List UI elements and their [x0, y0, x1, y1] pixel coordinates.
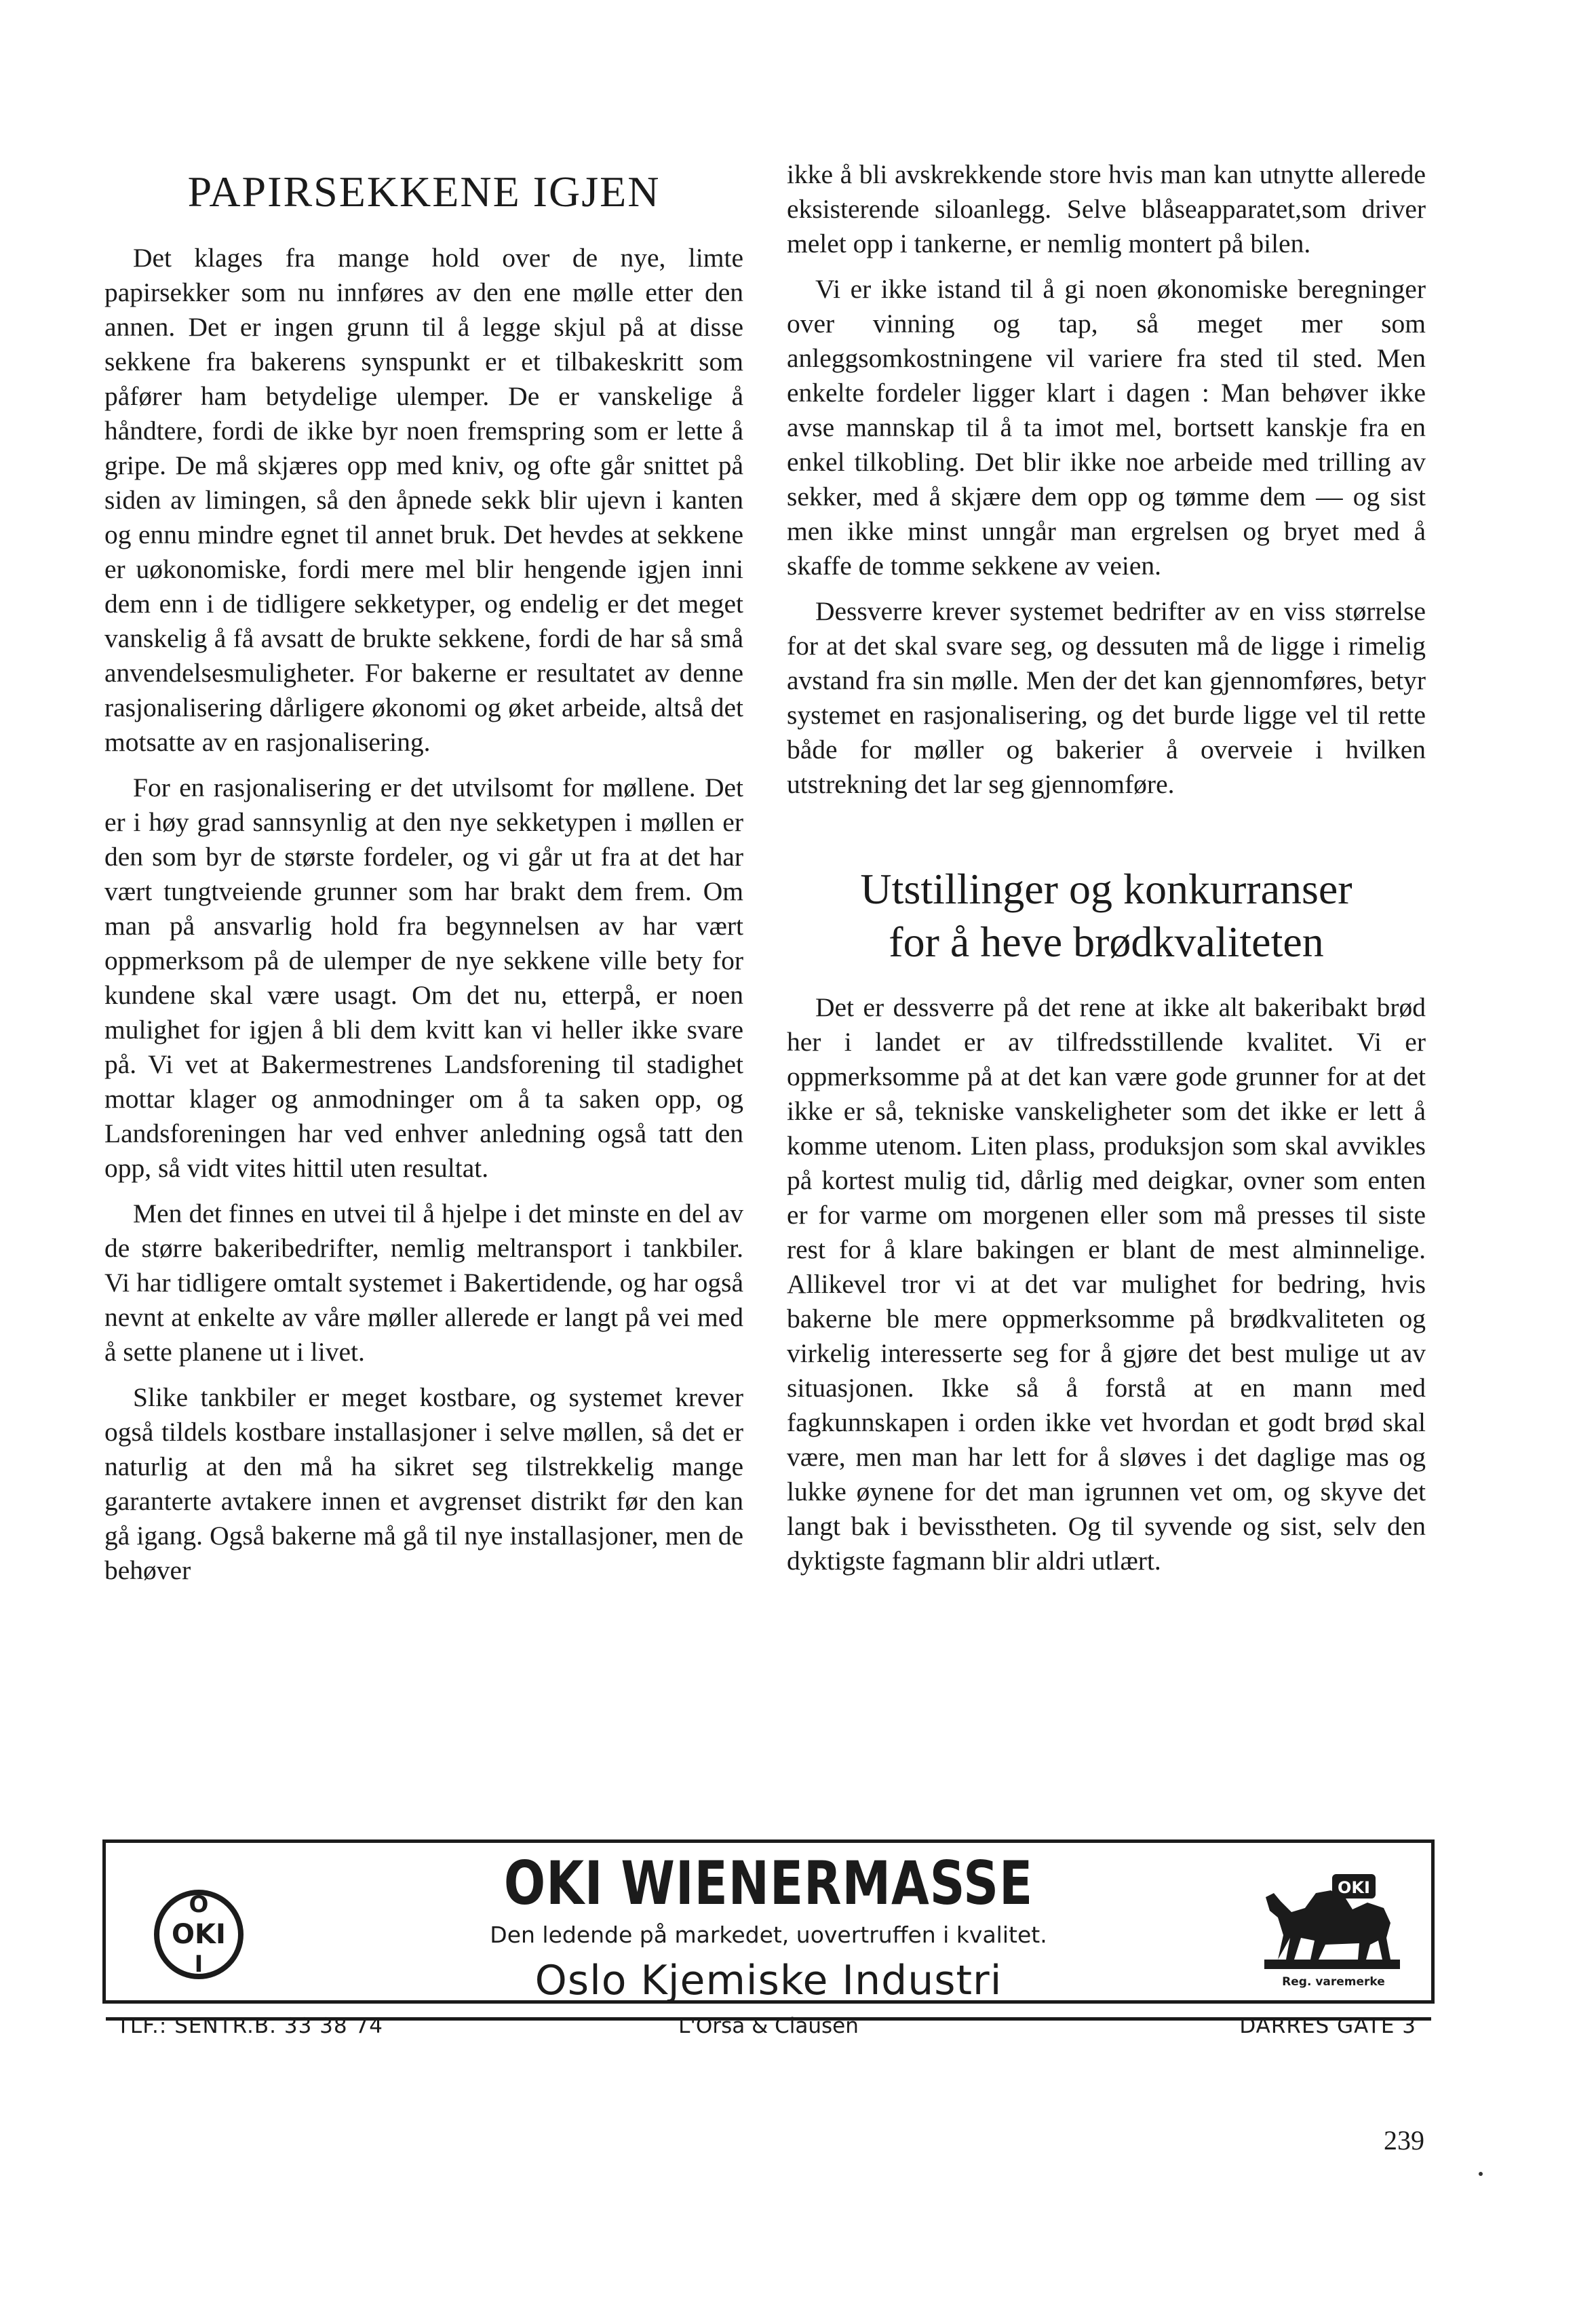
advertisement [102, 1839, 1435, 2038]
article-paragraph-continued: ikke å bli avskrekkende store hvis man kan utnytte allerede eksisterende siloanlegg. Selve blåseapparatet,som driver melet opp i tankerne, er nemlig montert på bilen. [787, 159, 1426, 258]
article-title: PAPIRSEKKENE IGJEN [187, 168, 661, 216]
article2-title-line1: Utstillinger og konkurranser [860, 865, 1352, 913]
registered-trademark-label: Reg. varemerke [1282, 1975, 1385, 1989]
ad-tagline: Den ledende på markedet, uovertruffen i kvalitet. [490, 1922, 1047, 1948]
article-paragraph: Vi er ikke istand til å gi noen økonomiske beregninger over vinning og tap, så meget mer som anleggsomkostningene vil variere fra sted til sted. Men enkelte fordeler ligger klart i dagen : Man behøver ikke avse mannskap til å ta imot mel, bortsett kanskje fra en enkel tilkobling. Det blir ikke noe arbeide med trilling av sekker, med å skjære dem opp og tømme dem — og sist men ikke minst unngår man ergrelsen og bryet med å skaffe de tomme sekkene av veien. [787, 274, 1426, 581]
logo-letter-bottom: I [194, 1951, 203, 1978]
article-paragraph: For en rasjonalisering er det utvilsomt for møllene. Det er i høy grad sannsynlig at den nye sekketypen i møllen er den som byr de største fordeler, og vi går ut fra at det har vært tungtveiende grunner som har brakt dem frem. Om man på ansvarlig hold fra begynnelsen av har vært oppmerksom på de ulemper de nye sekkene ville bety for kundene skal være usagt. Om det nu, etterpå, er noen mulighet for igjen å bli dem kvitt kan vi heller ikke svare på. Vi vet at Bakermestrenes Landsforening til stadighet mottar klager og anmodninger om å ta saken opp, og Landsforeningen har ved enhver anledning også tatt den opp, så vidt vites hittil uten resultat. [104, 773, 743, 1183]
article-paragraph: Det klages fra mange hold over de nye, limte papirsekker som nu innføres av den ene mølle etter den annen. Det er ingen grunn til å legge skjul på at disse sekkene fra bakerens synspunkt er et tilbakeskritt som påfører ham betydelige ulemper. De er vanskelige å håndtere, fordi de ikke byr noen fremspring som er lette å gripe. De må skjæres opp med kniv, og ofte går snittet på siden av limingen, så den åpnede sekk blir ujevn i kanten og ennu mindre egnet til annet bruk. Det hevdes at sekkene er uøkonomiske, fordi mere mel blir hengende igjen inni dem enn i de tidligere sekketyper, og endelig er det meget vanskelig å få avsatt de brukte sekkene, fordi de har så små anvendelsesmuligheter. For bakerne er resultatet av denne rasjonalisering dårligere økonomi og øket arbeide, altså det motsatte av en rasjonalisering. [104, 243, 743, 757]
ad-phone: TLF.: SENTR.B. 33 38 74 [117, 2014, 383, 2038]
logo-letter-top: O [189, 1891, 209, 1918]
article2-title-line2: for å heve brødkvaliteten [889, 918, 1324, 966]
right-column [787, 157, 1426, 1589]
article2-paragraph: Det er dessverre på det rene at ikke alt bakeribakt brød her i landet er av tilfredsstillende kvalitet. Vi er oppmerksomme på at det kan være gode grunner for at det ikke er så, tekniske vanskeligheter som det ikke er lett å komme utenom. Liten plass, produksjon som skal avvikles på kortest mulig tid, dårlig med deigkar, ovner som enten er for varme om morgenen eller som må presses til siste rest for å klare bakingen er blant de mest alminnelige. Allikevel tror vi at det var mulighet for bedring, hvis bakerne ble mere oppmerksomme på brødkvaliteten og virkelig interesserte seg for å gjøre det best mulige ut av situasjonen. Ikke så å forstå at en mann med fagkunnskapen i orden ikke vet hvordan et godt brød skal være, men man har lett for å sløves i det daglige mas og lukke øynene for det man igrunnen vet om, og skyve det langt bak i bevisstheten. Og til syvende og sist, selv den dyktigste fagmann blir aldri utlært. [787, 992, 1426, 1576]
left-column [104, 153, 743, 1599]
ad-company: Oslo Kjemiske Industri [534, 1957, 1003, 2004]
article-paragraph: Dessverre krever systemet bedrifter av en viss størrelse for at det skal svare seg, og dessuten må de ligge i rimelig avstand fra sin mølle. Men der det kan gjennomføres, betyr systemet en rasjonalisering, og det burde ligge vel til rette både for møller og bakerier å overveie i hvilken utstrekning det lar seg gjennomføre. [787, 596, 1426, 799]
page-number: 239 [1384, 2125, 1424, 2156]
article-paragraph: Slike tankbiler er meget kostbare, og systemet krever også tildels kostbare installasjoner i selve møllen, så det er naturlig at den må ha sikret seg tilstrekkelig mange garanterte avtakere innen et avgrenset distrikt før den kan gå igang. Også bakerne må gå til nye installasjoner, men de behøver [104, 1382, 743, 1585]
logo-letters-middle: OKI [172, 1919, 226, 1950]
article-paragraph: Men det finnes en utvei til å hjelpe i det minste en del av de større bakeribedrifter, nemlig meltransport i tankbiler. Vi har tidligere omtalt systemet i Bakertidende, og har også nevnt at enkelte av våre møller allerede er langt på vei med å sette planene ut i livet. [104, 1199, 743, 1367]
article2-title [787, 863, 1426, 969]
ad-owners: L'Orsa & Clausen [678, 2014, 859, 2038]
ad-title: OKI WIENERMASSE [503, 1848, 1034, 1918]
camel-trademark-icon [1251, 1870, 1414, 1972]
camel-sign-text: OKI [1338, 1878, 1370, 1897]
print-mark [1479, 2172, 1483, 2176]
ad-address: DARRES GATE 3 [1239, 2014, 1416, 2038]
